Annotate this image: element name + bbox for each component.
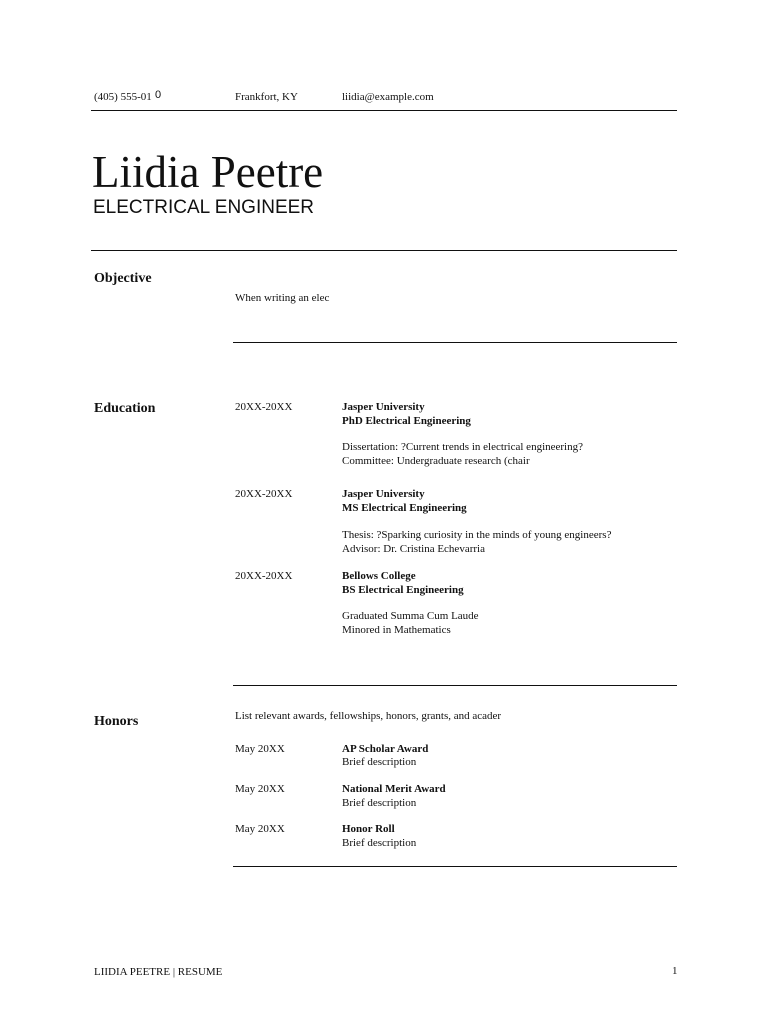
- objective-heading: Objective: [94, 271, 152, 286]
- honor-award: Honor Roll: [342, 823, 395, 835]
- honor-award: AP Scholar Award: [342, 743, 429, 755]
- honor-date: May 20XX: [235, 743, 285, 755]
- education-heading: Education: [94, 401, 156, 416]
- objective-rule: [233, 342, 677, 343]
- education-dates: 20XX-20XX: [235, 488, 293, 500]
- education-detail: Dissertation: ?Current trends in electrical engineering?: [342, 441, 583, 453]
- contact-location: Frankfort, KY: [235, 91, 298, 103]
- education-school: Jasper University: [342, 488, 425, 500]
- footer-label: LIIDIA PEETRE | RESUME: [94, 966, 223, 978]
- header-rule-bottom: [91, 250, 677, 251]
- honors-rule: [233, 866, 677, 867]
- contact-phone: (405) 555-01: [94, 91, 152, 103]
- objective-text: When writing an elec: [235, 292, 330, 304]
- contact-email: liidia@example.com: [342, 91, 434, 103]
- education-degree: BS Electrical Engineering: [342, 584, 464, 596]
- header-rule-top: [91, 110, 677, 111]
- education-school: Bellows College: [342, 570, 416, 582]
- education-degree: MS Electrical Engineering: [342, 502, 467, 514]
- education-dates: 20XX-20XX: [235, 401, 293, 413]
- education-detail: Thesis: ?Sparking curiosity in the minds of young engineers?: [342, 529, 612, 541]
- education-detail: Minored in Mathematics: [342, 624, 451, 636]
- education-school: Jasper University: [342, 401, 425, 413]
- education-rule: [233, 685, 677, 686]
- name-heading: Liidia Peetre: [92, 147, 324, 197]
- education-detail: Advisor: Dr. Cristina Echevarria: [342, 543, 485, 555]
- education-dates: 20XX-20XX: [235, 570, 293, 582]
- education-detail: Graduated Summa Cum Laude: [342, 610, 479, 622]
- education-detail: Committee: Undergraduate research (chair: [342, 455, 530, 467]
- honor-award: National Merit Award: [342, 783, 446, 795]
- contact-phone-tail: 0: [155, 89, 162, 101]
- honor-description: Brief description: [342, 756, 417, 768]
- job-title: ELECTRICAL ENGINEER: [93, 197, 315, 218]
- education-degree: PhD Electrical Engineering: [342, 415, 471, 427]
- honors-intro: List relevant awards, fellowships, honors, grants, and acader: [235, 710, 502, 722]
- honor-description: Brief description: [342, 797, 417, 809]
- page-number: 1: [672, 965, 678, 977]
- honors-heading: Honors: [94, 714, 139, 729]
- honor-description: Brief description: [342, 837, 417, 849]
- honor-date: May 20XX: [235, 823, 285, 835]
- honor-date: May 20XX: [235, 783, 285, 795]
